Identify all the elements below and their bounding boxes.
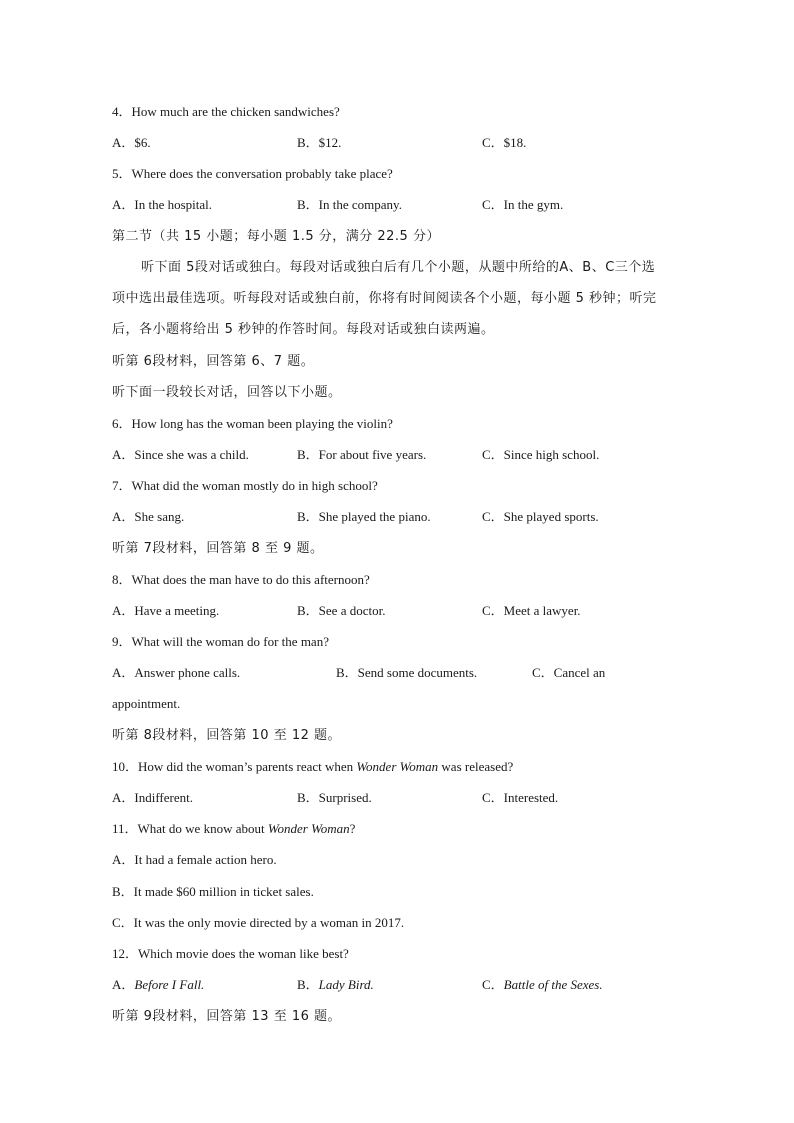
q10-option-b: B．Surprised. — [297, 790, 372, 805]
q12-option-b-title: Lady Bird. — [318, 977, 374, 992]
q5-option-a: A．In the hospital. — [112, 197, 213, 212]
q11-stem-title: Wonder Woman — [267, 821, 350, 836]
question-12-stem: 12．Which movie does the woman like best? — [112, 946, 349, 961]
q6-option-b: B．For about five years. — [297, 447, 427, 462]
q10-stem-title: Wonder Woman — [356, 759, 439, 774]
question-11-stem — [112, 819, 355, 839]
q11-stem-pre: 11．What do we know about — [112, 821, 268, 836]
material-9-heading: 听第 9段材料，回答第 13 至 16 题。 — [112, 1009, 342, 1024]
question-5-options — [112, 195, 672, 215]
q7-option-b: B．She played the piano. — [297, 509, 431, 524]
question-4-options — [112, 133, 672, 153]
question-7-stem: 7．What did the woman mostly do in high school? — [112, 478, 378, 493]
section-2-instructions-line-2: 项中选出最佳选项。听每段对话或独白前，你将有时间阅读各个小题，每小题 5 秒钟；听完 — [112, 291, 657, 306]
q12-option-c-label: C． — [482, 977, 504, 992]
q11-option-b: B．It made $60 million in ticket sales. — [112, 884, 314, 899]
q7-option-c: C．She played sports. — [482, 509, 599, 524]
section-2-instructions-line-1: 听下面 5段对话或独白。每段对话或独白后有几个小题，从题中所给的A、B、C三个选 — [141, 260, 656, 275]
material-8-heading: 听第 8段材料，回答第 10 至 12 题。 — [112, 728, 342, 743]
material-7-heading: 听第 7段材料，回答第 8 至 9 题。 — [112, 541, 324, 556]
question-6-options — [112, 445, 672, 465]
q9-option-a: A．Answer phone calls. — [112, 665, 241, 680]
q10-stem-pre: 10．How did the woman’s parents react when — [112, 759, 357, 774]
q12-option-a-title: Before I Fall. — [134, 977, 205, 992]
question-4-stem: 4．How much are the chicken sandwiches? — [112, 104, 340, 119]
q8-option-a: A．Have a meeting. — [112, 603, 220, 618]
question-12-options — [112, 975, 672, 995]
q12-option-c — [482, 975, 603, 995]
q5-option-b: B．In the company. — [297, 197, 402, 212]
question-10-options — [112, 788, 672, 808]
q11-stem-post: ? — [349, 821, 356, 836]
q12-option-c-title: Battle of the Sexes. — [503, 977, 603, 992]
question-5-stem: 5．Where does the conversation probably take place? — [112, 166, 393, 181]
q9-option-c-continued: appointment. — [112, 696, 181, 711]
q10-option-c: C．Interested. — [482, 790, 559, 805]
q12-option-b-label: B． — [297, 977, 319, 992]
question-8-stem: 8．What does the man have to do this afternoon? — [112, 572, 370, 587]
q6-option-a: A．Since she was a child. — [112, 447, 249, 462]
q11-option-c: C．It was the only movie directed by a woman in 2017. — [112, 915, 405, 930]
q8-option-b: B．See a doctor. — [297, 603, 386, 618]
q12-option-b — [297, 975, 374, 995]
section-2-instructions-line-3: 后，各小题将给出 5 秒钟的作答时间。每段对话或独白读两遍。 — [112, 322, 495, 337]
material-6-heading: 听第 6段材料，回答第 6、7 题。 — [112, 354, 315, 369]
question-8-options — [112, 601, 672, 621]
question-6-stem: 6．How long has the woman been playing the violin? — [112, 416, 393, 431]
section-2-heading: 第二节（共 15 小题；每小题 1.5 分，满分 22.5 分） — [112, 229, 440, 244]
q4-option-c: C．$18. — [482, 135, 527, 150]
question-9-options — [112, 663, 672, 683]
q7-option-a: A．She sang. — [112, 509, 185, 524]
q9-option-c: C．Cancel an — [532, 665, 606, 680]
question-9-stem: 9．What will the woman do for the man? — [112, 634, 329, 649]
q9-option-b: B．Send some documents. — [336, 665, 478, 680]
question-10-stem — [112, 757, 513, 777]
q12-option-a — [112, 975, 204, 995]
q8-option-c: C．Meet a lawyer. — [482, 603, 581, 618]
q11-option-a: A．It had a female action hero. — [112, 852, 277, 867]
q12-option-a-label: A． — [112, 977, 135, 992]
q4-option-a: A．$6. — [112, 135, 151, 150]
material-6-note: 听下面一段较长对话，回答以下小题。 — [112, 385, 342, 400]
q10-stem-post: was released? — [438, 759, 514, 774]
q5-option-c: C．In the gym. — [482, 197, 564, 212]
question-7-options — [112, 507, 672, 527]
q10-option-a: A．Indifferent. — [112, 790, 193, 805]
q6-option-c: C．Since high school. — [482, 447, 600, 462]
q4-option-b: B．$12. — [297, 135, 342, 150]
